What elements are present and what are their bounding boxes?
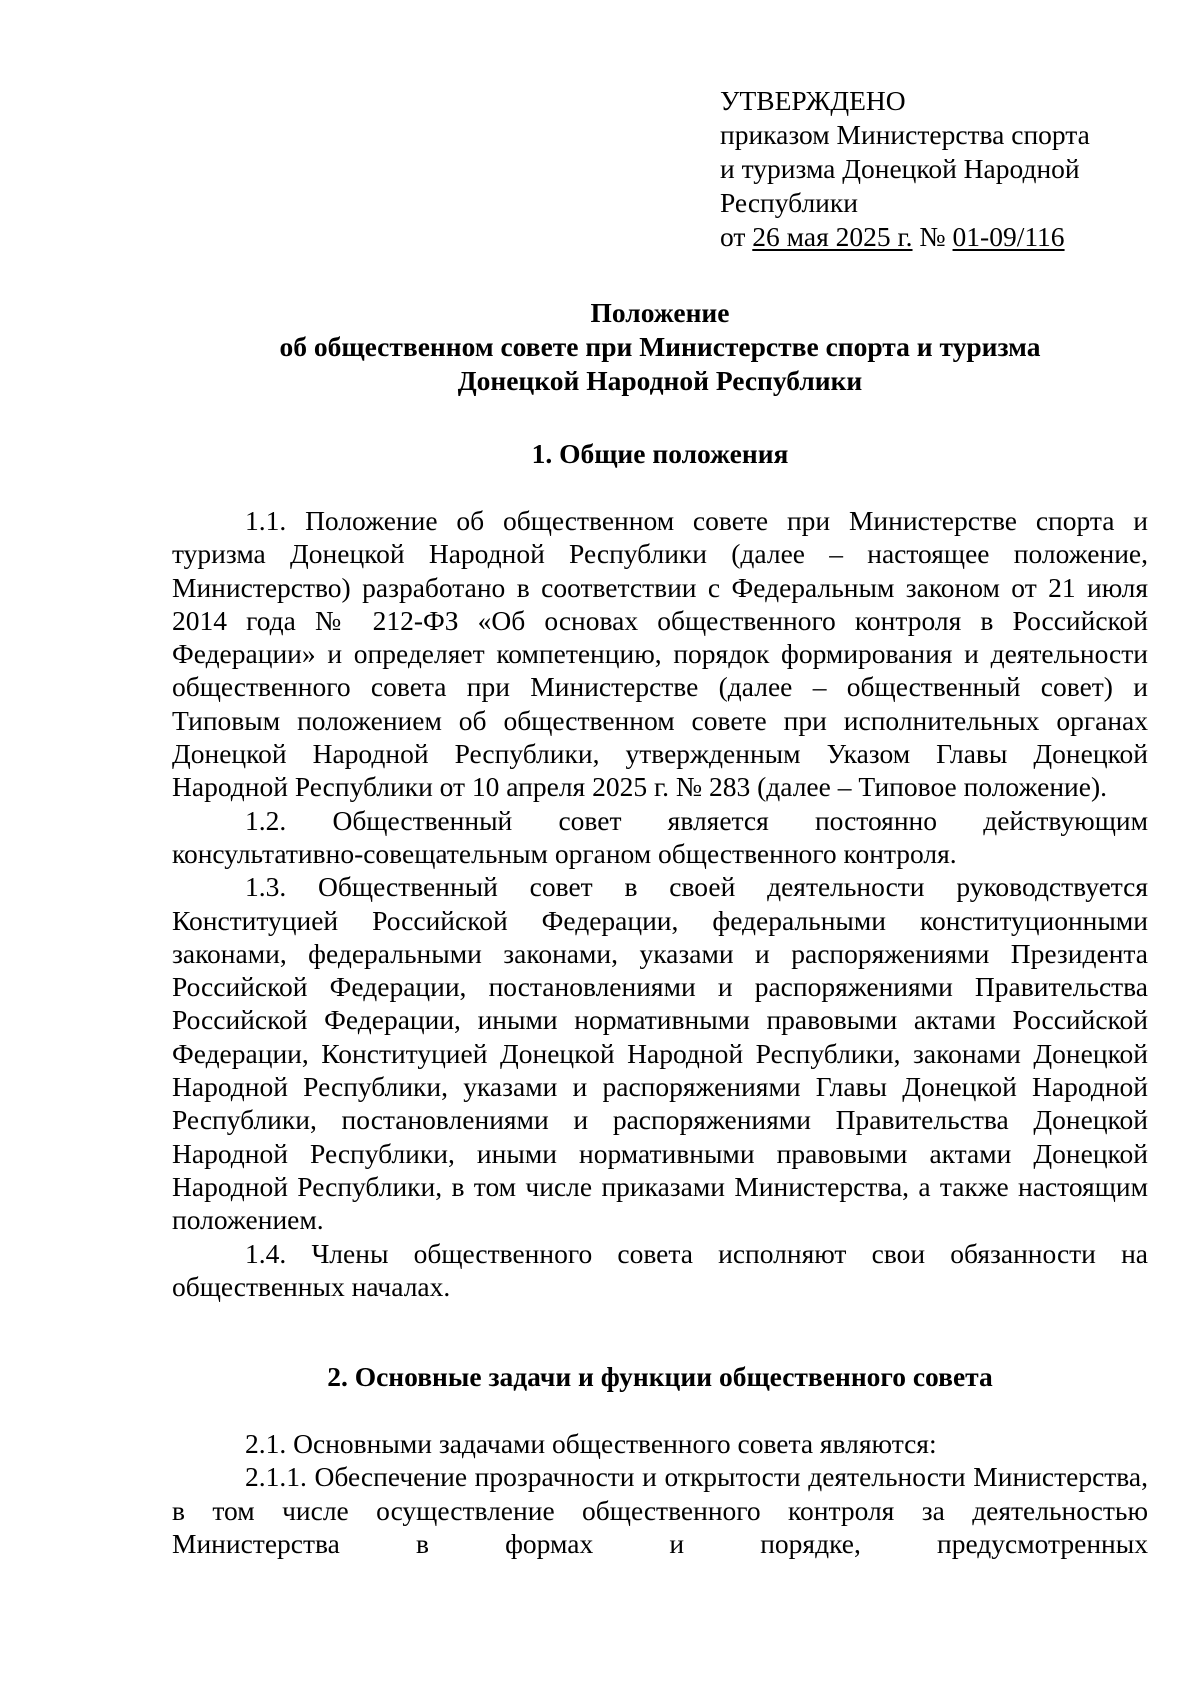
- section-1-heading: 1. Общие положения: [531, 438, 789, 469]
- section-1-body: [172, 504, 1148, 1303]
- paragraph-2-1-1: 2.1.1. Обеспечение прозрачности и открытости деятельности Министерства, в том числе осуществление общественного контроля за деятельностью Министерства в формах и порядке, предусмотренных: [172, 1461, 1148, 1559]
- title-line: Положение: [590, 297, 730, 328]
- paragraph-1-3: 1.3. Общественный совет в своей деятельности руководствуется Конституцией Российской Федерации, федеральными конституционными законами, федеральными законами, указами и распоряжениями Президента Российской Федерации, постановлениями и распоряжениями Правительства Российской Федерации, иными нормативными правовыми актами Российской Федерации, Конституцией Донецкой Народной Республики, законами Донецкой Народной Республики, указами и распоряжениями Главы Донецкой Народной Республики, постановлениями и распоряжениями Правительства Донецкой Народной Республики, иными нормативными правовыми актами Донецкой Народной Республики, в том числе приказами Министерства, а также настоящим положением.: [172, 871, 1148, 1236]
- document-title: [170, 296, 1150, 398]
- approval-date-line: [720, 220, 1090, 254]
- title-line: об общественном совете при Министерстве спорта и туризма: [279, 331, 1041, 362]
- paragraph-2-1: 2.1. Основными задачами общественного совета являются:: [245, 1428, 937, 1459]
- paragraph-1-2: 1.2. Общественный совет является постоянно действующим консультативно-совещательным органом общественного контроля.: [172, 804, 1148, 869]
- section-2-heading: 2. Основные задачи и функции общественного совета: [327, 1361, 993, 1392]
- order-number: 01-09/116: [952, 221, 1065, 252]
- section-2-body: [172, 1427, 1148, 1560]
- title-line: Донецкой Народной Республики: [457, 365, 863, 396]
- date-prefix: от: [720, 221, 746, 252]
- approval-stamp: [720, 84, 1090, 254]
- approval-heading: УТВЕРЖДЕНО: [720, 85, 906, 116]
- approval-line: Республики: [720, 187, 858, 218]
- approval-line: и туризма Донецкой Народной: [720, 153, 1080, 184]
- number-prefix: №: [919, 221, 946, 252]
- approval-line: приказом Министерства спорта: [720, 119, 1090, 150]
- paragraph-1-4: 1.4. Члены общественного совета исполняют свои обязанности на общественных началах.: [172, 1237, 1148, 1302]
- order-date: 26 мая 2025 г.: [752, 221, 913, 252]
- paragraph-1-1: 1.1. Положение об общественном совете при Министерстве спорта и туризма Донецкой Народной Республики (далее – настоящее положение, Министерство) разработано в соответствии с Федеральным законом от 21 июля 2014 года № 212-ФЗ «Об основах общественного контроля в Российской Федерации» и определяет компетенцию, порядок формирования и деятельности общественного совета при Министерстве (далее – общественный совет) и Типовым положением об общественном совете при исполнительных органах Донецкой Народной Республики, утвержденным Указом Главы Донецкой Народной Республики от 10 апреля 2025 г. № 283 (далее – Типовое положение).: [172, 505, 1148, 803]
